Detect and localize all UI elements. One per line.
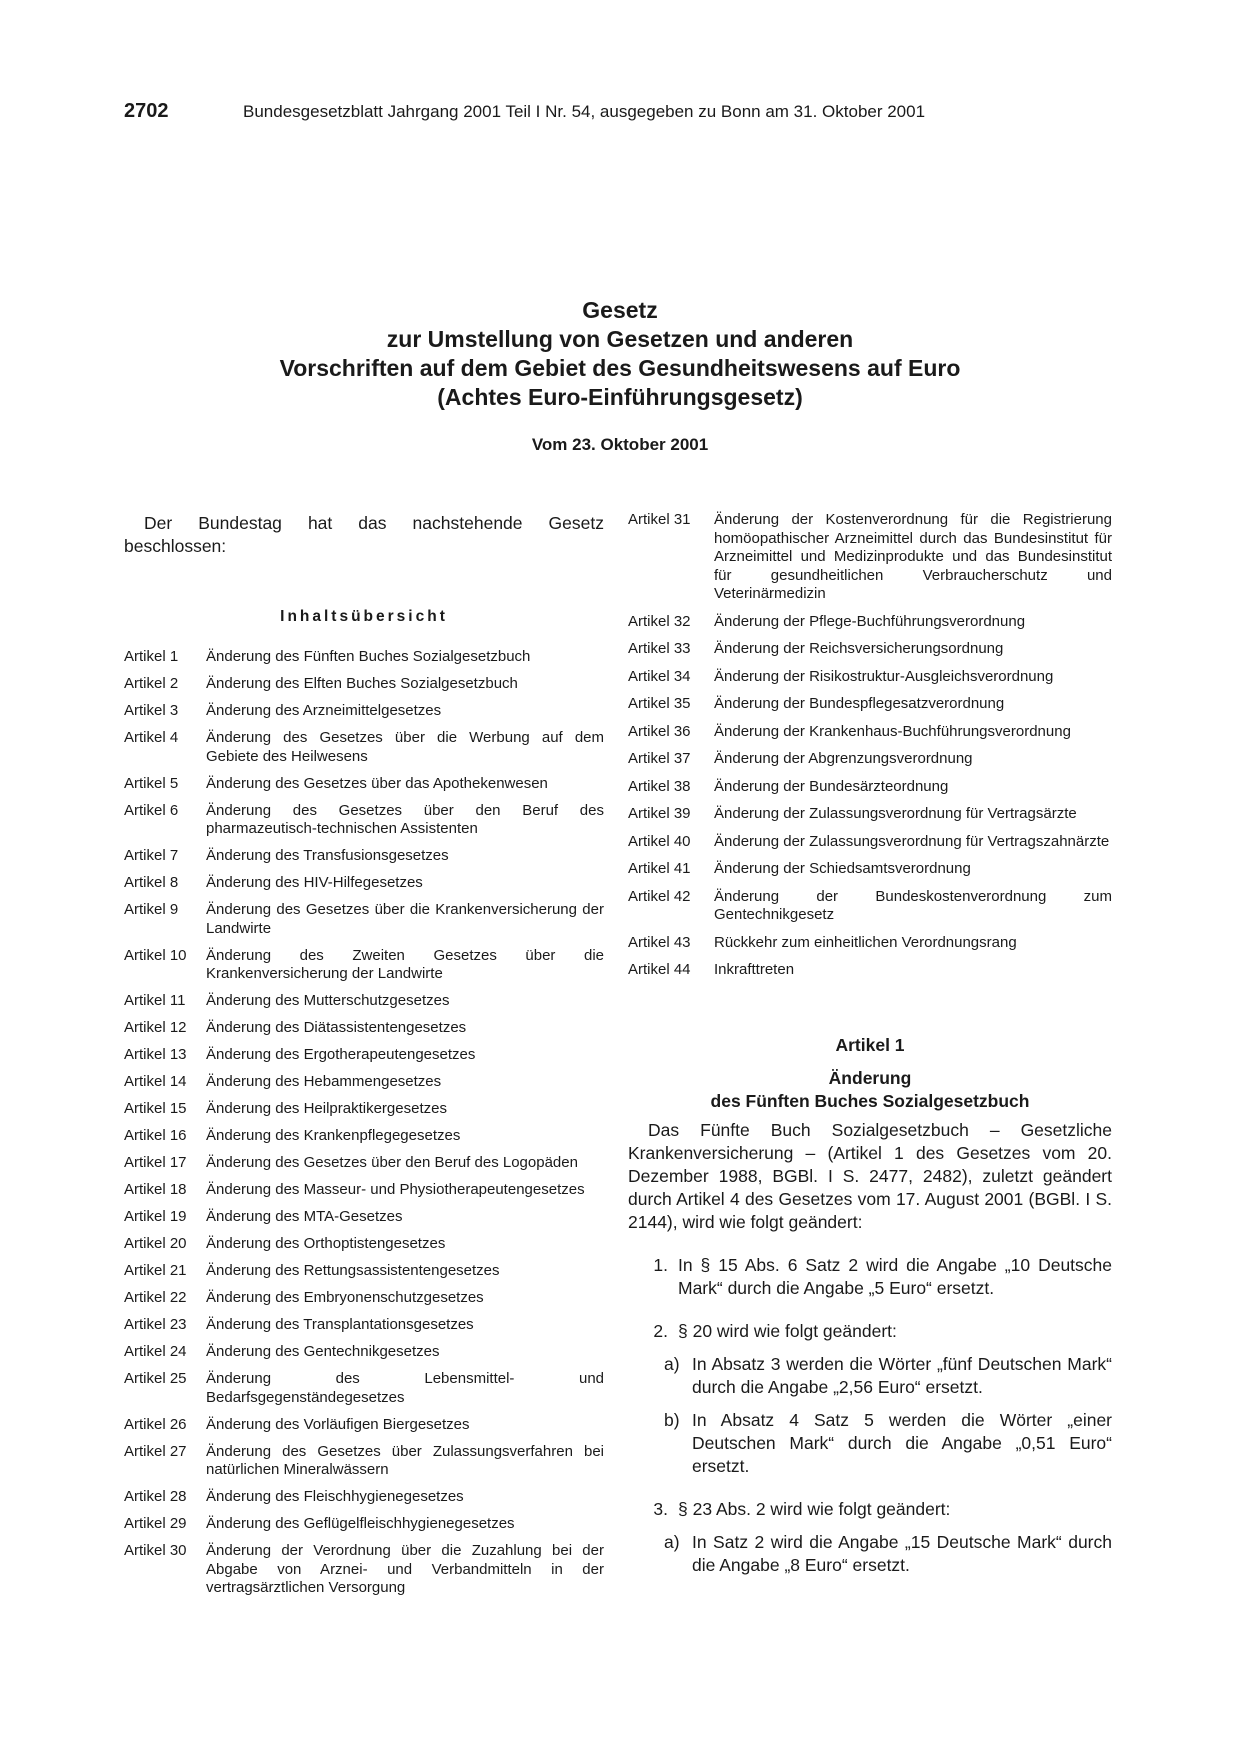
toc-article-title: Änderung des Gesetzes über die Werbung auf dem Gebiete des Heilwesens (206, 729, 604, 765)
toc-article-title: Änderung der Krankenhaus-Buchführungsverordnung (714, 722, 1071, 740)
toc-entry (628, 723, 1112, 742)
toc-entry (628, 613, 1112, 632)
toc-entry (124, 1019, 604, 1038)
amendment-number: 3. (653, 1498, 668, 1519)
toc-article-number: Artikel 17 (124, 1154, 187, 1171)
toc-article-title: Änderung der Bundeskostenverordnung zum Gentechnikgesetz (714, 887, 1112, 923)
toc-article-title: Änderung des Fünften Buches Sozialgesetzbuch (206, 648, 531, 665)
toc-article-title: Änderung der Verordnung über die Zuzahlung bei der Abgabe von Arznei- und Verbandmitteln in der vertragsärztlichen Versorgung (206, 1542, 604, 1596)
sub-amendment (628, 1531, 1112, 1577)
toc-entry (628, 934, 1112, 953)
toc-article-number: Artikel 27 (124, 1442, 187, 1460)
article-heading: Artikel 1 (835, 1034, 905, 1055)
toc-article-number: Artikel 24 (124, 1343, 187, 1360)
toc-heading: Inhaltsübersicht (280, 608, 448, 625)
toc-article-number: Artikel 43 (628, 933, 691, 951)
toc-entry (124, 1443, 604, 1480)
sub-amendment-letter: a) (664, 1353, 680, 1374)
amendment-text: § 20 wird wie folgt geändert: (678, 1320, 897, 1341)
toc-article-number: Artikel 3 (124, 702, 179, 719)
toc-article-number: Artikel 1 (124, 648, 179, 665)
toc-article-title: Rückkehr zum einheitlichen Verordnungsrang (714, 933, 1017, 951)
toc-entry (124, 1100, 604, 1119)
toc-entry (124, 992, 604, 1011)
toc-list-right (628, 511, 1112, 980)
toc-entry (124, 901, 604, 938)
amendment-row (628, 1498, 1112, 1521)
toc-article-number: Artikel 15 (124, 1100, 187, 1117)
toc-article-number: Artikel 40 (628, 832, 691, 850)
intro-paragraph: Der Bundestag hat das nachstehende Gesetz beschlossen: (124, 513, 604, 556)
sub-amendment-letter: a) (664, 1531, 680, 1552)
toc-entry (628, 805, 1112, 824)
toc-article-number: Artikel 14 (124, 1073, 187, 1090)
toc-article-title: Änderung des Gesetzes über den Beruf des pharmazeutisch-technischen Assistenten (206, 801, 604, 837)
toc-entry (124, 702, 604, 721)
toc-article-number: Artikel 41 (628, 860, 691, 877)
toc-entry (124, 1235, 604, 1254)
toc-article-number: Artikel 6 (124, 801, 179, 819)
toc-entry (628, 833, 1112, 852)
page-header (124, 100, 1124, 126)
toc-article-number: Artikel 37 (628, 750, 691, 767)
toc-article-title: Änderung des Mutterschutzgesetzes (206, 992, 450, 1009)
toc-article-title: Änderung des Vorläufigen Biergesetzes (206, 1415, 470, 1433)
sub-amendment-text: In Satz 2 wird die Angabe „15 Deutsche Mark“ durch die Angabe „8 Euro“ ersetzt. (692, 1531, 1112, 1575)
amendment-number: 2. (653, 1320, 668, 1341)
toc-article-number: Artikel 44 (628, 961, 691, 978)
toc-entry (124, 1127, 604, 1146)
toc-article-title: Änderung des Embryonenschutzgesetzes (206, 1289, 484, 1306)
amendment-number: 1. (653, 1254, 668, 1275)
toc-article-title: Änderung des Rettungsassistentengesetzes (206, 1262, 500, 1279)
toc-article-title: Änderung des HIV-Hilfegesetzes (206, 874, 423, 891)
toc-entry (124, 1343, 604, 1362)
toc-article-number: Artikel 16 (124, 1127, 187, 1144)
toc-article-number: Artikel 12 (124, 1019, 187, 1036)
toc-entry (124, 775, 604, 794)
toc-article-number: Artikel 30 (124, 1542, 187, 1559)
toc-entry (124, 1316, 604, 1335)
toc-article-number: Artikel 18 (124, 1181, 187, 1198)
toc-article-title: Änderung des Diätassistentengesetzes (206, 1019, 467, 1036)
toc-article-title: Änderung des Gesetzes über das Apothekenwesen (206, 774, 548, 792)
toc-article-number: Artikel 8 (124, 874, 179, 891)
toc-article-number: Artikel 36 (628, 722, 691, 740)
toc-entry (628, 888, 1112, 925)
toc-article-title: Änderung des Transplantationsgesetzes (206, 1316, 474, 1333)
toc-article-title: Änderung der Reichsversicherungsordnung (714, 640, 1004, 657)
amendment-list (628, 1254, 1112, 1577)
toc-entry (124, 1073, 604, 1092)
article-subheading-line: des Fünften Buches Sozialgesetzbuch (710, 1090, 1030, 1111)
toc-entry (124, 1208, 604, 1227)
article-body: Das Fünfte Buch Sozialgesetzbuch – Gesetzliche Krankenversicherung – (Artikel 1 des Gesetzes vom 20. Dezember 1988, BGBl. I S. 2477, 2482), zuletzt geändert durch Artikel 4 des Gesetzes vom 17. August 2001 (BGBl. I S. 2144), wird wie folgt geändert: (628, 1119, 1112, 1232)
amendment-text: § 23 Abs. 2 wird wie folgt geändert: (678, 1498, 951, 1519)
toc-entry (124, 1046, 604, 1065)
toc-article-number: Artikel 7 (124, 847, 179, 864)
toc-article-title: Änderung des Fleischhygienegesetzes (206, 1488, 464, 1505)
amendment-item (628, 1320, 1112, 1478)
toc-article-number: Artikel 13 (124, 1046, 187, 1063)
toc-entry (628, 668, 1112, 687)
toc-article-title: Änderung des Gesetzes über den Beruf des Logopäden (206, 1154, 578, 1171)
toc-article-number: Artikel 25 (124, 1370, 187, 1387)
toc-article-title: Änderung des Ergotherapeutengesetzes (206, 1046, 476, 1063)
toc-article-title: Änderung des Gesetzes über die Krankenversicherung der Landwirte (206, 901, 604, 937)
toc-article-title: Inkrafttreten (714, 961, 795, 978)
title-line: zur Umstellung von Gesetzen und anderen (386, 326, 854, 352)
toc-entry (124, 802, 604, 839)
toc-article-number: Artikel 11 (124, 992, 186, 1009)
toc-entry (124, 648, 604, 667)
toc-entry (124, 1370, 604, 1407)
toc-article-number: Artikel 10 (124, 946, 187, 964)
toc-article-title: Änderung der Abgrenzungsverordnung (714, 750, 973, 767)
toc-article-title: Änderung der Zulassungsverordnung für Vertragsärzte (714, 805, 1077, 822)
toc-article-title: Änderung des Elften Buches Sozialgesetzbuch (206, 675, 518, 692)
toc-article-number: Artikel 42 (628, 887, 691, 905)
toc-article-number: Artikel 9 (124, 901, 179, 918)
toc-article-title: Änderung der Bundespflegesatzverordnung (714, 695, 1005, 712)
toc-article-title: Änderung des Orthoptistengesetzes (206, 1235, 446, 1252)
toc-article-number: Artikel 33 (628, 640, 691, 657)
toc-article-number: Artikel 32 (628, 612, 691, 630)
toc-article-title: Änderung des Arzneimittelgesetzes (206, 702, 442, 719)
sub-amendment-letter: b) (664, 1409, 680, 1430)
sub-amendment-text: In Absatz 3 werden die Wörter „fünf Deutschen Mark“ durch die Angabe „2,56 Euro“ ersetzt. (692, 1353, 1112, 1397)
toc-entry (628, 778, 1112, 797)
toc-entry (124, 1262, 604, 1281)
toc-article-number: Artikel 26 (124, 1415, 187, 1433)
amendment-row (628, 1320, 1112, 1343)
toc-article-number: Artikel 19 (124, 1208, 187, 1225)
toc-entry (124, 1181, 604, 1200)
toc-entry (628, 860, 1112, 879)
toc-entry (628, 750, 1112, 769)
article-subheading (628, 1067, 1112, 1113)
toc-entry (124, 729, 604, 766)
toc-article-title: Änderung des Transfusionsgesetzes (206, 847, 449, 864)
toc-article-title: Änderung des MTA-Gesetzes (206, 1208, 403, 1225)
toc-article-title: Änderung der Kostenverordnung für die Registrierung homöopathischer Arzneimittel durch das Bundesinstitut für Arzneimittel und Medizinprodukte und das Bundesinstitut für gesundheitlichen Verbraucherschutz und Veterinärmedizin (714, 511, 1112, 602)
sub-amendment (628, 1409, 1112, 1478)
sub-amendment-text: In Absatz 4 Satz 5 werden die Wörter „einer Deutschen Mark“ durch die Angabe „0,51 Euro“ ersetzt. (692, 1409, 1112, 1476)
toc-entry (628, 961, 1112, 980)
right-column (628, 511, 1112, 1577)
toc-article-title: Änderung des Zweiten Gesetzes über die Krankenversicherung der Landwirte (206, 946, 604, 982)
toc-article-number: Artikel 38 (628, 777, 691, 795)
title-line: Vorschriften auf dem Gebiet des Gesundheitswesens auf Euro (279, 355, 961, 381)
amendment-row (628, 1254, 1112, 1300)
toc-article-number: Artikel 31 (628, 511, 691, 528)
toc-article-title: Änderung der Bundesärzteordnung (714, 777, 949, 795)
toc-article-title: Änderung des Geflügelfleischhygienegesetzes (206, 1515, 515, 1532)
toc-entry (124, 1289, 604, 1308)
toc-article-number: Artikel 5 (124, 774, 179, 792)
toc-entry (124, 1154, 604, 1173)
toc-entry (124, 675, 604, 694)
toc-article-number: Artikel 34 (628, 667, 691, 685)
law-title (124, 296, 1116, 412)
toc-article-title: Änderung des Gesetzes über Zulassungsverfahren bei natürlichen Mineralwässern (206, 1442, 604, 1478)
toc-entry (124, 1488, 604, 1507)
page-number: 2702 (124, 100, 169, 122)
toc-article-number: Artikel 39 (628, 805, 691, 822)
toc-article-title: Änderung des Lebensmittel- und Bedarfsgegenständegesetzes (206, 1370, 604, 1406)
toc-article-title: Änderung des Hebammengesetzes (206, 1073, 442, 1090)
toc-entry (124, 1416, 604, 1435)
amendment-item (628, 1498, 1112, 1577)
toc-article-title: Änderung der Risikostruktur-Ausgleichsverordnung (714, 667, 1054, 685)
toc-entry (124, 874, 604, 893)
toc-entry (124, 1515, 604, 1534)
toc-entry (124, 847, 604, 866)
toc-article-number: Artikel 28 (124, 1488, 187, 1505)
left-column (124, 512, 604, 1606)
toc-article-number: Artikel 35 (628, 695, 691, 712)
toc-article-number: Artikel 22 (124, 1289, 187, 1306)
toc-entry (628, 695, 1112, 714)
law-date: Vom 23. Oktober 2001 (531, 435, 709, 454)
toc-article-title: Änderung des Krankenpflegegesetzes (206, 1127, 461, 1144)
toc-article-number: Artikel 21 (124, 1262, 187, 1279)
sub-amendment (628, 1353, 1112, 1399)
toc-entry (124, 947, 604, 984)
amendment-text: In § 15 Abs. 6 Satz 2 wird die Angabe „10 Deutsche Mark“ durch die Angabe „5 Euro“ ersetzt. (678, 1254, 1112, 1298)
toc-list-left (124, 648, 604, 1598)
title-line: (Achtes Euro-Einführungsgesetz) (437, 384, 803, 410)
toc-article-number: Artikel 20 (124, 1235, 187, 1252)
title-line: Gesetz (582, 297, 658, 323)
running-head: Bundesgesetzblatt Jahrgang 2001 Teil I Nr. 54, ausgegeben zu Bonn am 31. Oktober 2001 (243, 102, 926, 121)
toc-entry (124, 1542, 604, 1598)
toc-article-number: Artikel 2 (124, 675, 179, 692)
toc-entry (628, 511, 1112, 604)
toc-article-title: Änderung der Pflege-Buchführungsverordnung (714, 612, 1026, 630)
article-subheading-line: Änderung (828, 1067, 912, 1088)
toc-article-title: Änderung der Schiedsamtsverordnung (714, 860, 971, 877)
toc-article-number: Artikel 29 (124, 1515, 187, 1532)
toc-article-number: Artikel 4 (124, 729, 179, 746)
toc-article-title: Änderung des Heilpraktikergesetzes (206, 1100, 447, 1117)
toc-article-title: Änderung der Zulassungsverordnung für Vertragszahnärzte (714, 832, 1110, 850)
toc-article-title: Änderung des Masseur- und Physiotherapeutengesetzes (206, 1181, 585, 1198)
toc-article-title: Änderung des Gentechnikgesetzes (206, 1343, 440, 1360)
toc-article-number: Artikel 23 (124, 1316, 187, 1333)
toc-entry (628, 640, 1112, 659)
amendment-item (628, 1254, 1112, 1300)
